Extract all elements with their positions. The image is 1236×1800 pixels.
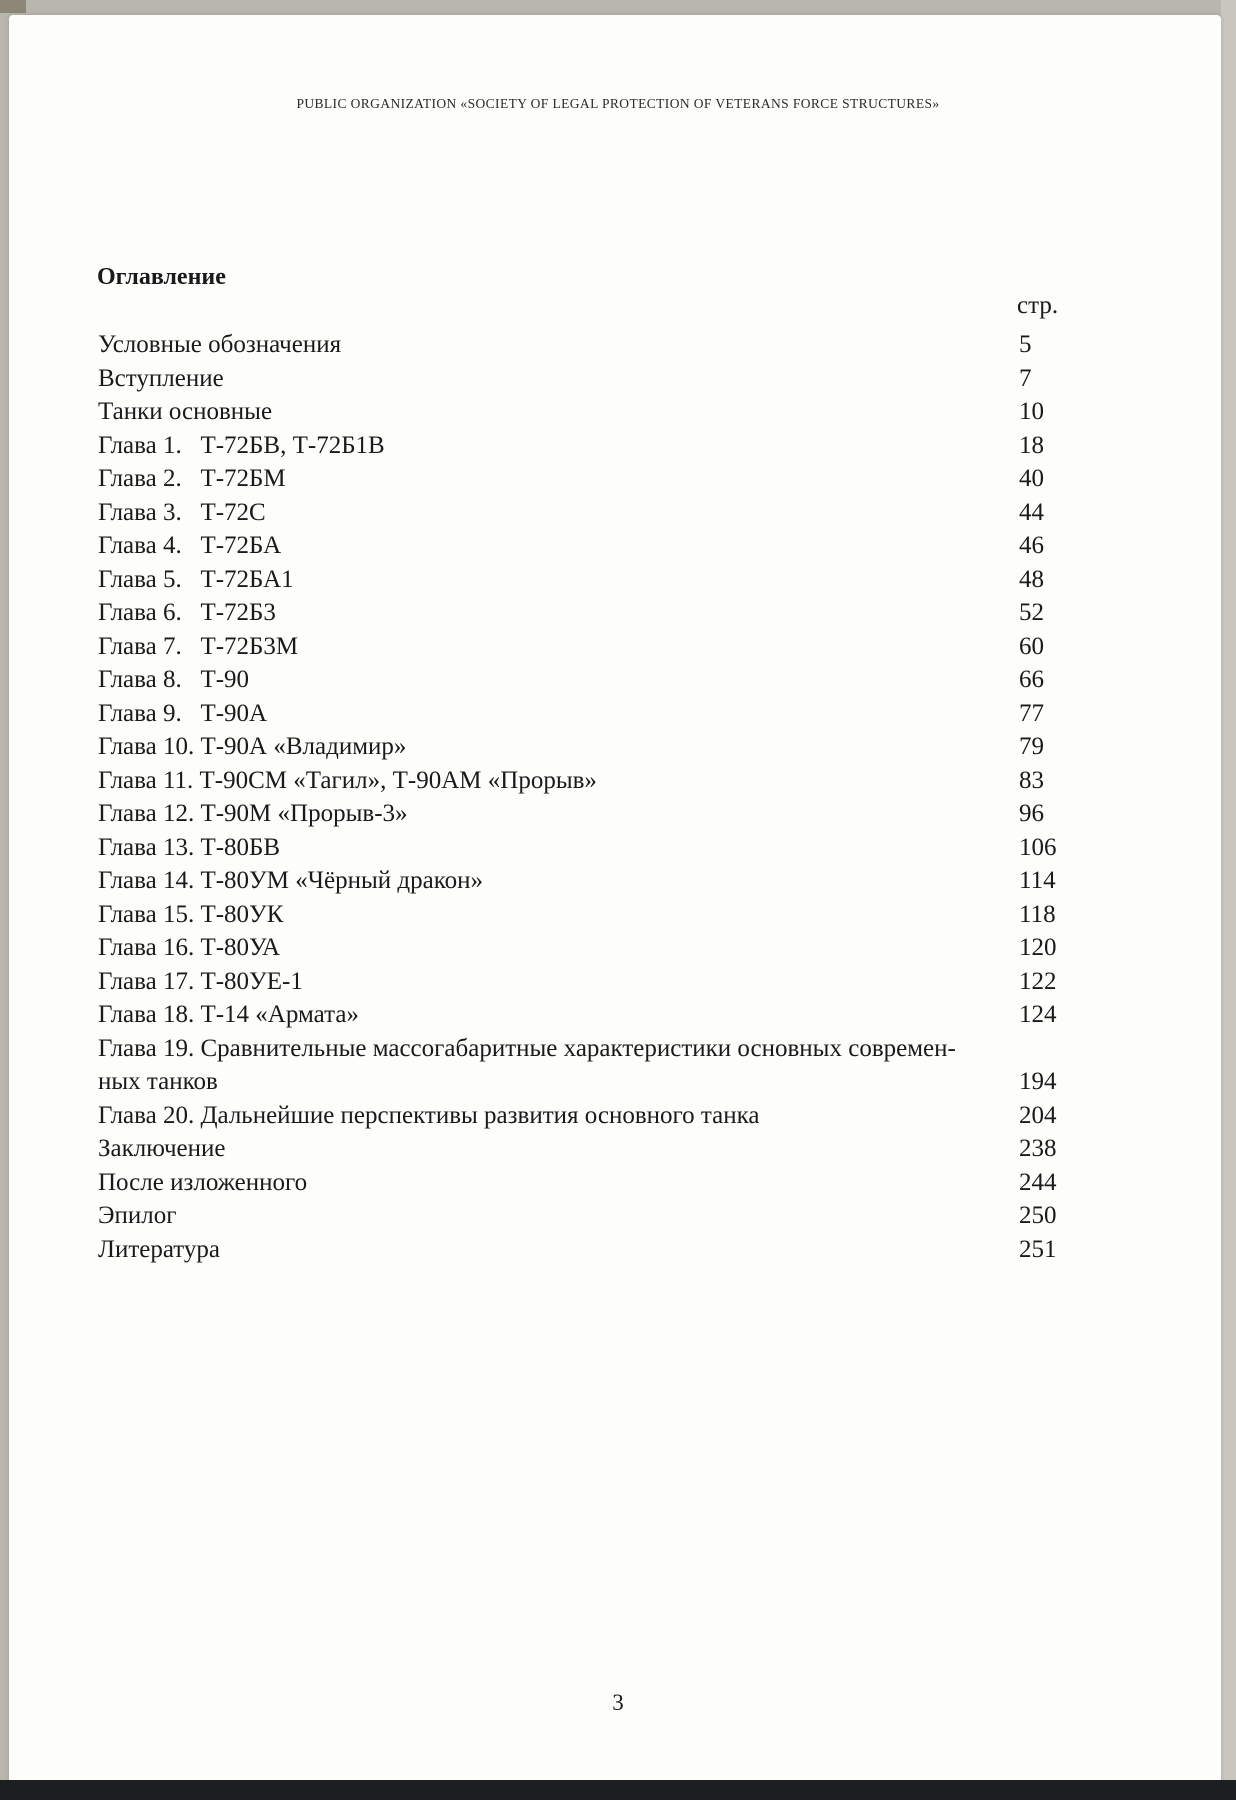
toc-entry (98, 429, 1098, 463)
toc-entry-page: 60 (1019, 632, 1044, 660)
scan-bottom-band (0, 1780, 1236, 1800)
toc-entry-label: Глава 17. Т-80УЕ-1 (98, 967, 303, 995)
page-column-label: стр. (1017, 292, 1059, 319)
toc-entry (98, 1032, 1098, 1099)
toc-entry (98, 362, 1098, 396)
toc-entry-label: Глава 4. Т-72БА (98, 532, 282, 559)
toc-entry-label: Глава 7. Т-72Б3М (98, 632, 299, 660)
toc-entry (98, 697, 1098, 731)
toc-entry-page: 52 (1019, 599, 1044, 626)
toc-entry-page: 66 (1019, 666, 1044, 693)
toc-entry (98, 1233, 1098, 1267)
toc-entry-label: Глава 15. Т-80УК (98, 900, 284, 928)
toc-entry (98, 1132, 1098, 1166)
toc-entry-page: 44 (1019, 498, 1044, 526)
table-of-contents (98, 328, 1098, 1266)
toc-entry-label: Глава 9. Т-90А (98, 699, 268, 727)
toc-entry-label: Эпилог (98, 1202, 177, 1229)
toc-entry-page: 250 (1019, 1202, 1057, 1229)
toc-entry-page: 238 (1019, 1135, 1057, 1162)
toc-entry-label: Глава 5. Т-72БА1 (98, 565, 294, 593)
toc-entry-label: Глава 11. Т-90СМ «Тагил», Т-90АМ «Прорыв» (98, 766, 597, 794)
toc-entry-label: Глава 19. Сравнительные массогабаритные характеристики основных современ- ных танков (98, 1034, 956, 1095)
toc-entry-page: 251 (1019, 1235, 1057, 1263)
toc-entry-page: 18 (1019, 431, 1044, 459)
toc-entry-label: Глава 14. Т-80УМ «Чёрный дракон» (98, 867, 483, 894)
page-number: 3 (612, 1690, 624, 1715)
toc-entry-page: 96 (1019, 800, 1044, 827)
toc-entry (98, 965, 1098, 999)
scan-corner-mark (0, 0, 26, 13)
toc-entry-label: Глава 6. Т-72Б3 (98, 599, 276, 626)
toc-entry-label: Вступление (98, 364, 224, 392)
toc-entry (98, 596, 1098, 630)
toc-entry-label: Глава 20. Дальнейшие перспективы развития основного танка (98, 1101, 760, 1129)
toc-entry-label: Глава 13. Т-80БВ (98, 833, 281, 861)
toc-entry (98, 998, 1098, 1032)
toc-entry (98, 1099, 1098, 1133)
toc-entry (98, 328, 1098, 362)
toc-entry-label: Заключение (98, 1135, 226, 1162)
toc-entry-page: 122 (1019, 967, 1057, 995)
toc-entry (98, 395, 1098, 429)
toc-entry-page: 40 (1019, 465, 1044, 492)
toc-entry (98, 797, 1098, 831)
toc-entry-page: 79 (1019, 733, 1044, 760)
toc-entry-page: 83 (1019, 766, 1044, 794)
toc-entry (98, 496, 1098, 530)
toc-entry-page: 10 (1019, 398, 1044, 425)
toc-entry-page: 194 (1019, 1068, 1057, 1095)
toc-entry-label: Глава 3. Т-72С (98, 498, 266, 526)
toc-title: Оглавление (97, 264, 226, 290)
toc-entry-label: Литература (98, 1235, 220, 1263)
toc-entry-label: Глава 18. Т-14 «Армата» (98, 1001, 359, 1028)
toc-entry-label: Глава 10. Т-90А «Владимир» (98, 733, 407, 760)
toc-entry (98, 831, 1098, 865)
toc-entry-label: Глава 1. Т-72БВ, Т-72Б1В (98, 431, 385, 459)
toc-entry (98, 663, 1098, 697)
toc-entry-page: 106 (1019, 833, 1057, 861)
toc-entry (98, 529, 1098, 563)
toc-entry-page: 46 (1019, 532, 1044, 559)
organization-header: PUBLIC ORGANIZATION «SOCIETY OF LEGAL PROTECTION OF VETERANS FORCE STRUCTURES» (296, 96, 940, 111)
toc-entry-page: 244 (1019, 1168, 1057, 1196)
toc-entry-page: 120 (1019, 934, 1057, 961)
toc-entry-page: 77 (1019, 699, 1044, 727)
toc-entry-label: Глава 12. Т-90М «Прорыв-3» (98, 800, 408, 827)
toc-entry-label: Глава 16. Т-80УА (98, 934, 281, 961)
toc-entry-label: После изложенного (98, 1168, 308, 1196)
toc-entry (98, 563, 1098, 597)
toc-entry-label: Глава 2. Т-72БМ (98, 465, 286, 492)
toc-entry-label: Глава 8. Т-90 (98, 666, 250, 693)
toc-entry (98, 931, 1098, 965)
toc-entry-page: 118 (1019, 900, 1056, 928)
toc-entry (98, 864, 1098, 898)
toc-entry (98, 630, 1098, 664)
toc-entry (98, 764, 1098, 798)
toc-entry (98, 898, 1098, 932)
toc-entry-page: 204 (1019, 1101, 1057, 1129)
toc-entry-page: 124 (1019, 1001, 1057, 1028)
toc-entry-page: 7 (1019, 364, 1032, 392)
toc-entry (98, 462, 1098, 496)
toc-entry-page: 114 (1019, 867, 1056, 894)
toc-entry-label: Условные обозначения (98, 331, 342, 358)
toc-entry (98, 1199, 1098, 1233)
toc-entry-page: 5 (1019, 331, 1032, 358)
toc-entry (98, 730, 1098, 764)
toc-entry-label: Танки основные (98, 398, 273, 425)
scan-right-edge (1221, 0, 1236, 1780)
toc-entry (98, 1166, 1098, 1200)
toc-entry-page: 48 (1019, 565, 1044, 593)
